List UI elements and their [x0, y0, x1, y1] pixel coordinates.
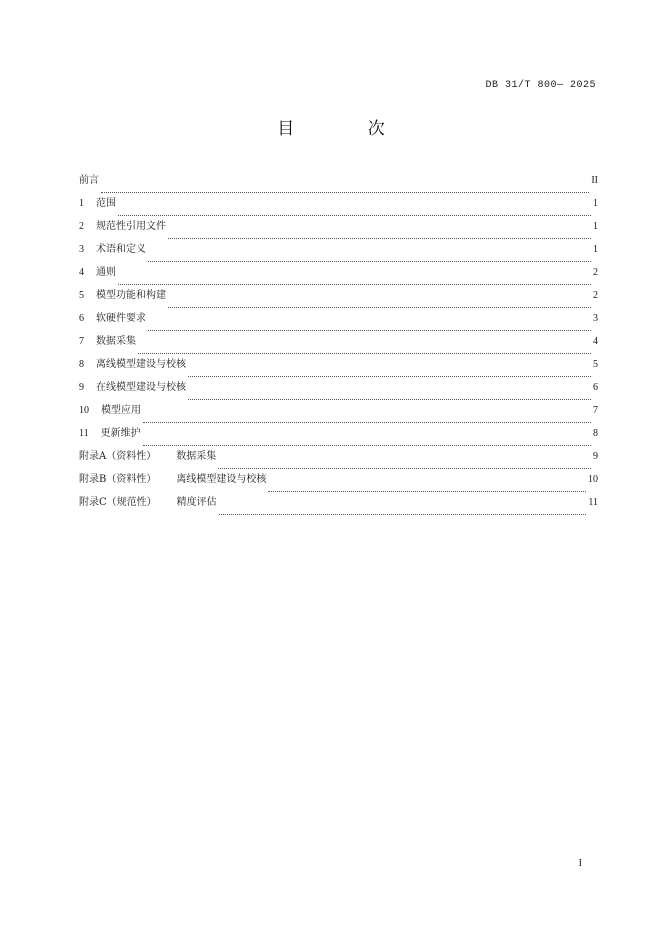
toc-entry-page: 1 — [593, 198, 598, 209]
dot-leader — [101, 192, 589, 193]
document-code: DB 31/T 800— 2025 — [485, 80, 596, 91]
toc-entry-label: 模型功能和构建 — [96, 290, 166, 301]
toc-entry-label: 模型应用 — [101, 405, 141, 416]
dot-leader — [148, 330, 591, 331]
toc-entry-label: 软硬件要求 — [96, 313, 146, 324]
toc-entry-subtitle: 精度评估 — [176, 497, 217, 508]
toc-entry-label: 规范性引用文件 — [96, 221, 166, 232]
dot-leader — [118, 215, 591, 216]
toc-entry-page: 9 — [593, 451, 598, 462]
toc-entry-11[interactable] — [79, 427, 598, 450]
toc-entry-7[interactable] — [79, 335, 598, 358]
dot-leader — [143, 445, 591, 446]
table-of-contents — [79, 174, 598, 519]
toc-entry-number: 7 — [79, 336, 84, 347]
dot-leader — [143, 422, 591, 423]
toc-entry-page: 1 — [593, 244, 598, 255]
toc-entry-5[interactable] — [79, 289, 598, 312]
toc-entry-4[interactable] — [79, 266, 598, 289]
toc-entry-page: 5 — [593, 359, 598, 370]
dot-leader — [268, 491, 586, 492]
toc-entry-subtitle: 数据采集 — [176, 451, 217, 462]
toc-entry-page: 6 — [593, 382, 598, 393]
toc-entry-1[interactable] — [79, 197, 598, 220]
toc-entry-number: 10 — [79, 405, 89, 416]
toc-entry-2[interactable] — [79, 220, 598, 243]
toc-entry-page: 3 — [593, 313, 598, 324]
dot-leader — [188, 376, 591, 377]
toc-entry-number: 4 — [79, 267, 84, 278]
toc-entry-6[interactable] — [79, 312, 598, 335]
toc-entry-page: 2 — [593, 290, 598, 301]
toc-entry-number: 5 — [79, 290, 84, 301]
toc-entry-subtitle: 离线模型建设与校核 — [176, 474, 267, 485]
toc-entry-page: 11 — [588, 497, 598, 508]
toc-entry-number: 9 — [79, 382, 84, 393]
toc-entry-number: 1 — [79, 198, 84, 209]
toc-entry-label: 通则 — [96, 267, 116, 278]
toc-entry-foreword[interactable] — [79, 174, 598, 197]
toc-entry-label: 更新维护 — [100, 428, 141, 439]
toc-entry-label: 前言 — [79, 175, 99, 186]
toc-entry-label: 附录B（资料性） — [79, 474, 157, 485]
toc-entry-label: 离线模型建设与校核 — [96, 359, 186, 370]
toc-entry-page: 4 — [593, 336, 598, 347]
toc-entry-number: 11 — [79, 428, 89, 439]
toc-entry-8[interactable] — [79, 358, 598, 381]
page-title: 目 次 — [277, 119, 419, 139]
toc-entry-number: 6 — [79, 313, 84, 324]
toc-entry-page: 8 — [593, 428, 598, 439]
toc-entry-appendix-a[interactable] — [79, 450, 598, 473]
dot-leader — [219, 514, 587, 515]
toc-entry-page: 7 — [593, 405, 598, 416]
dot-leader — [118, 284, 591, 285]
toc-entry-number: 3 — [79, 244, 84, 255]
page-number: I — [578, 858, 582, 869]
toc-entry-number: 2 — [79, 221, 84, 232]
toc-entry-label: 范围 — [96, 198, 116, 209]
toc-entry-3[interactable] — [79, 243, 598, 266]
toc-entry-page: II — [591, 175, 598, 186]
toc-entry-page: 1 — [593, 221, 598, 232]
toc-entry-9[interactable] — [79, 381, 598, 404]
dot-leader — [168, 238, 591, 239]
toc-entry-appendix-c[interactable] — [79, 496, 598, 519]
dot-leader — [138, 353, 591, 354]
dot-leader — [168, 307, 591, 308]
toc-entry-label: 附录A（资料性） — [79, 451, 157, 462]
toc-entry-10[interactable] — [79, 404, 598, 427]
dot-leader — [148, 261, 591, 262]
dot-leader — [188, 399, 591, 400]
toc-entry-appendix-b[interactable] — [79, 473, 598, 496]
toc-entry-number: 8 — [79, 359, 84, 370]
dot-leader — [218, 468, 591, 469]
toc-entry-label: 数据采集 — [96, 336, 136, 347]
toc-entry-label: 术语和定义 — [96, 244, 146, 255]
toc-entry-page: 10 — [588, 474, 598, 485]
toc-entry-label: 在线模型建设与校核 — [96, 382, 186, 393]
toc-entry-page: 2 — [593, 267, 598, 278]
toc-entry-label: 附录C（规范性） — [79, 497, 157, 508]
